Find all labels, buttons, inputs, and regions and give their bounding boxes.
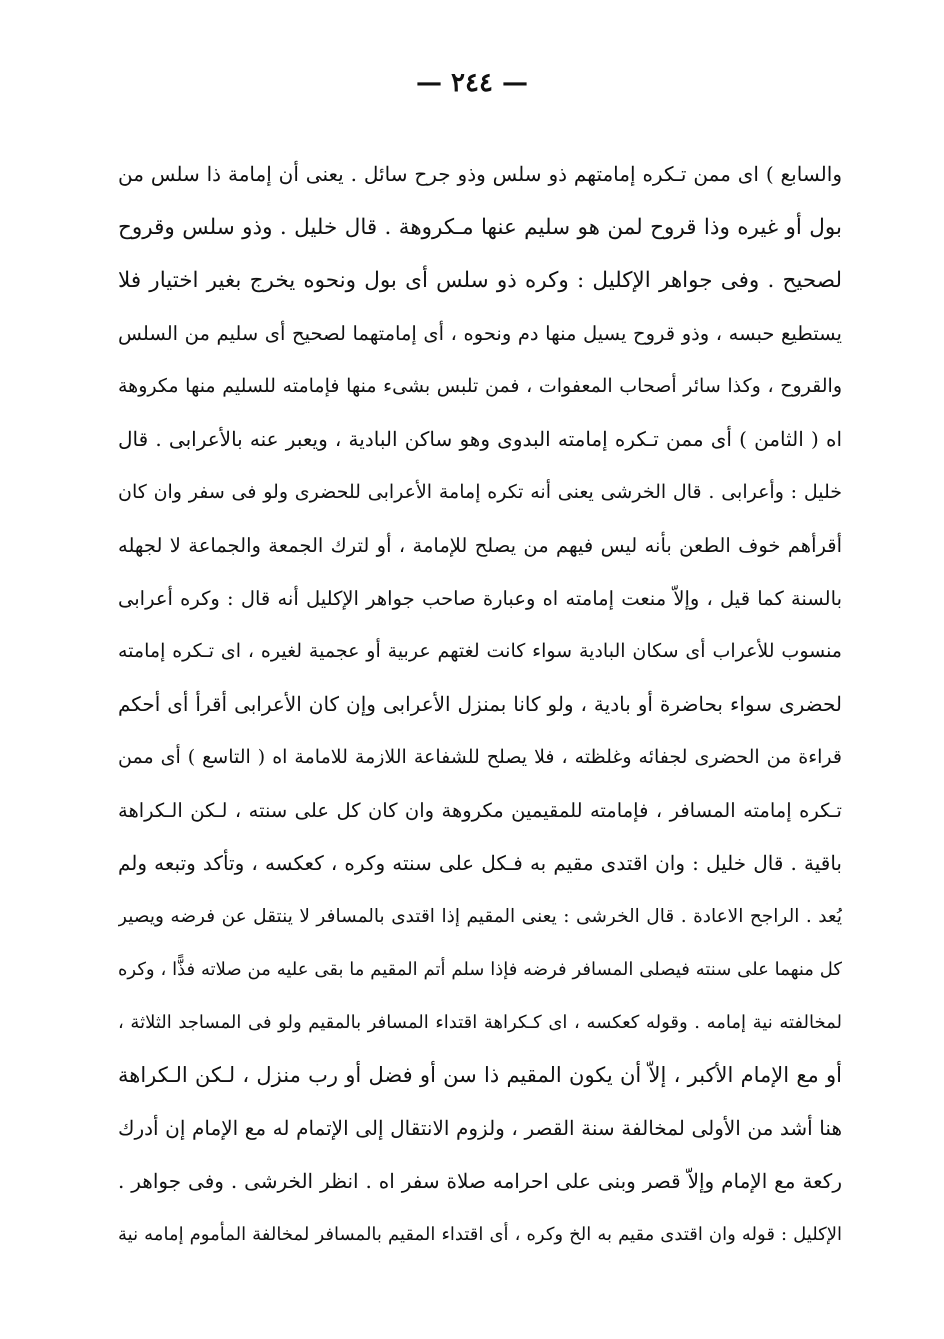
- text-line: هنا أشد من الأولى لمخالفة سنة القصر ، ولزوم الانتقال إلى الإتمام له مع الإمام إن أدرك: [118, 1116, 842, 1140]
- text-line: اه ( الثامن ) أى ممن تـكره إمامته البدوى وهو ساكن البادية ، ويعبر عنه بالأعرابى . قال: [118, 427, 842, 451]
- text-line: باقية . قال خليل : وان اقتدى مقيم به فـكل على سنته وكره ، كعكسه ، وتأكد وتبعه ولم: [118, 851, 842, 875]
- text-line: أو مع الإمام الأكبر ، إلاّ أن يكون المقيم ذا سن أو فضل أو رب منزل ، لـكن الـكراهة: [118, 1063, 842, 1087]
- text-line: والقروح ، وكذا سائر أصحاب المعفوات ، فمن تلبس بشىء منها فإمامته للسليم منها مكروهة: [118, 375, 842, 397]
- text-line: بالسنة كما قيل ، وإلاّ منعت إمامته اه وعبارة صاحب جواهر الإكليل أنه قال : وكره أعرابى: [118, 587, 842, 610]
- text-line: يستطيع حبسه ، وذو قروح يسيل منها دم ونحوه ، أى إمامتهما لصحيح أى سليم من السلس: [118, 322, 842, 345]
- text-line: خليل : وأعرابى . قال الخرشى يعنى أنه تكره إمامة الأعرابى للحضرى ولو فى سفر وان كان: [118, 481, 842, 503]
- body-text: [118, 148, 842, 1261]
- text-line: ركعة مع الإمام وإلاّ قصر وبنى على احرامه صلاة سفر اه . انظر الخرشى . وفى جواهر .: [118, 1169, 842, 1193]
- text-line: والسابع ) اى ممن تـكره إمامتهم ذو سلس وذو جرح سائل . يعنى أن إمامة ذا سلس من: [118, 162, 842, 186]
- text-line: أقرأهم خوف الطعن بأنه ليس فيهم من يصلح للإمامة ، أو لترك الجمعة والجماعة لا لجهله: [118, 534, 842, 557]
- text-line: منسوب للأعراب أى سكان البادية سواء كانت لغتهم عربية أو عجمية لغيره ، اى تـكره إمامته: [118, 640, 842, 662]
- text-line: يُعد . الراجح الاعادة . قال الخرشى : يعنى المقيم إذا اقتدى بالمسافر لا ينتقل عن فرضه ويصير: [118, 906, 842, 927]
- text-line: لصحيح . وفى جواهر الإكليل : وكره ذو سلس أى بول ونحوه يخرج بغير اختيار فلا: [118, 268, 842, 293]
- text-line: لحضرى سواء بحاضرة أو بادية ، ولو كانا بمنزل الأعرابى وإن كان الأعرابى أقرأ أى أحكم: [118, 692, 842, 716]
- text-line: تـكره إمامته المسافر ، فإمامته للمقيمين مكروهة وان كان كل على سنته ، لـكن الـكراهة: [118, 799, 842, 822]
- text-line: الإكليل : قوله وان اقتدى مقيم به الخ وكره ، أى اقتداء المقيم بالمسافر لمخالفة المأموم إمامه نية: [118, 1224, 842, 1245]
- text-line: قراءة من الحضرى لجفائه وغلظته ، فلا يصلح للشفاعة اللازمة للامامة اه ( التاسع ) أى ممن: [118, 746, 842, 768]
- text-line: بول أو غيره وذا قروح لمن هو سليم عنها مـكروهة . قال خليل . وذو سلس وقروح: [118, 215, 842, 240]
- text-line: لمخالفته نية إمامه . وقوله كعكسه ، اى كـكراهة اقتداء المسافر بالمقيم ولو فى المساجد الثلاثة ،: [118, 1012, 842, 1033]
- text-line: كل منهما على سنته فيصلى المسافر فرضه فإذا سلم أتم المقيم ما بقى عليه من صلاته فذًّا ، وكره: [118, 959, 842, 980]
- page-number: — ٢٤٤ —: [415, 68, 529, 98]
